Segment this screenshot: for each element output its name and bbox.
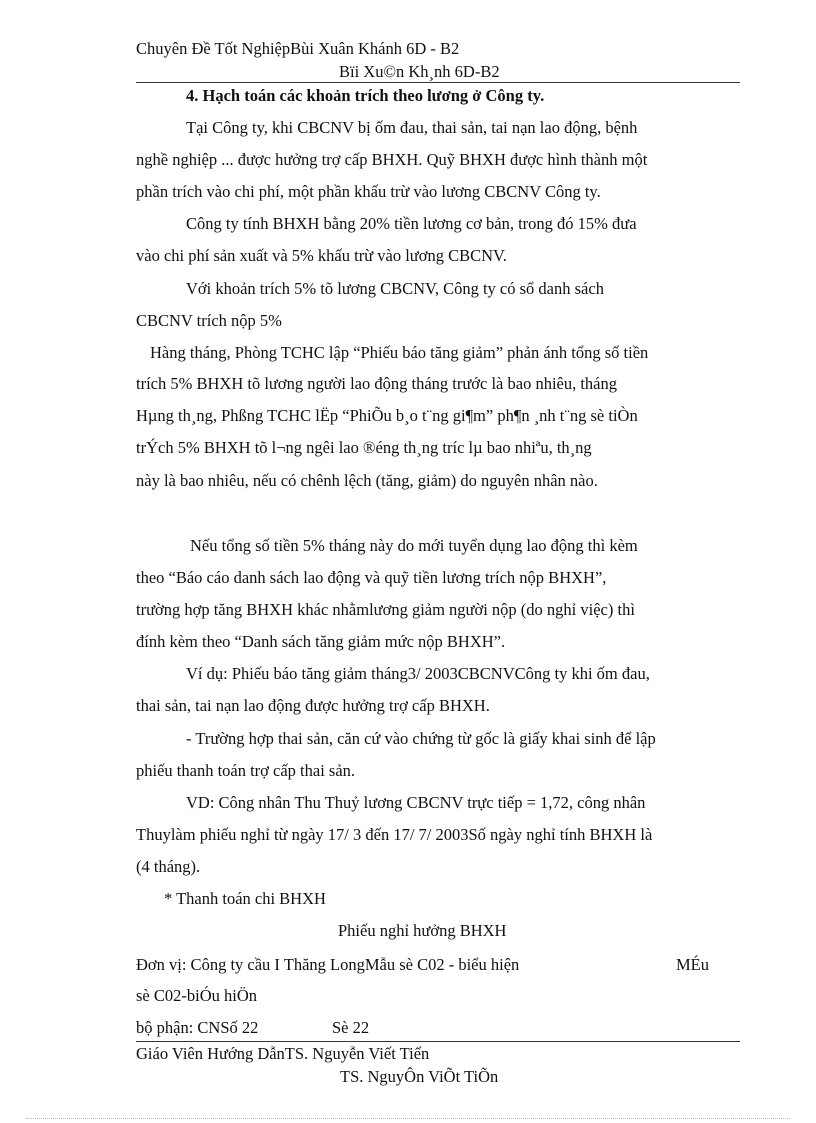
paragraph-line: thai sản, tai nạn lao động được hưởng trợ cấp BHXH. <box>136 696 490 715</box>
paragraph-line: Thuylàm phiếu nghỉ từ ngày 17/ 3 đến 17/ 7/ 2003Số ngày nghỉ tính BHXH là <box>136 825 653 844</box>
paragraph-line: - Trường hợp thai sản, căn cứ vào chứng từ gốc là giấy khai sinh để lập <box>186 729 656 748</box>
paragraph-line: Nếu tổng số tiền 5% tháng này do mới tuyển dụng lao động thì kèm <box>190 536 638 555</box>
paragraph-line: đính kèm theo “Danh sách tăng giảm mức nộp BHXH”. <box>136 632 506 651</box>
header-title: Chuyên Đề Tốt NghiệpBùi Xuân Khánh 6D - B2 <box>136 39 460 58</box>
paragraph-line-legacy: Hµng th¸ng, Phßng TCHC lËp “PhiÕu b¸o t¨ng gi¶m” ph¶n ¸nh t¨ng sè tiÒn <box>136 406 638 425</box>
paragraph-line: trích 5% BHXH tõ lương người lao động tháng trước là bao nhiêu, tháng <box>136 374 618 393</box>
paragraph-line: nghề nghiệp ... được hưởng trợ cấp BHXH. Quỹ BHXH được hình thành một <box>136 150 648 169</box>
subsection-heading: * Thanh toán chi BHXH <box>164 889 326 908</box>
paragraph-line: CBCNV trích nộp 5% <box>136 311 282 330</box>
paragraph-line: Tại Công ty, khi CBCNV bị ốm đau, thai sản, tai nạn lao động, bệnh <box>186 118 638 137</box>
unit-line-legacy: sè C02-biÓu hiÖn <box>136 986 257 1005</box>
paragraph-line: Công ty tính BHXH bằng 20% tiền lương cơ bản, trong đó 15% đưa <box>186 214 637 233</box>
header-title-legacy: Bïi Xu©n Kh¸nh 6D-B2 <box>339 62 500 81</box>
paragraph-line: Với khoản trích 5% tõ lương CBCNV, Công ty có sổ danh sách <box>186 279 604 298</box>
footer-supervisor: Giáo Viên Hướng DẫnTS. Nguyễn Viết Tiến <box>136 1044 430 1063</box>
paragraph-line: phần trích vào chi phí, một phần khấu trừ vào lương CBCNV Công ty. <box>136 182 601 201</box>
footer-rule <box>136 1041 740 1042</box>
paragraph-line: Ví dụ: Phiếu báo tăng giảm tháng3/ 2003CBCNVCông ty khi ốm đau, <box>186 664 650 683</box>
page-bottom-border <box>26 1118 790 1119</box>
paragraph-line: này là bao nhiêu, nếu có chênh lệch (tăng, giảm) do nguyên nhân nào. <box>136 471 598 490</box>
header-rule <box>136 82 740 83</box>
department-number-legacy: Sè 22 <box>332 1018 370 1037</box>
form-code-legacy: MÉu <box>676 955 709 974</box>
paragraph-line: trường hợp tăng BHXH khác nhằmlương giảm người nộp (do nghỉ việc) thì <box>136 600 635 619</box>
section-heading: 4. Hạch toán các khoản trích theo lương ở Công ty. <box>186 86 545 105</box>
paragraph-line: vào chi phí sản xuất và 5% khấu trừ vào lương CBCNV. <box>136 246 507 265</box>
paragraph-line: phiếu thanh toán trợ cấp thai sản. <box>136 761 356 780</box>
paragraph-line: VD: Công nhân Thu Thuỷ lương CBCNV trực tiếp = 1,72, công nhân <box>186 793 646 812</box>
paragraph-line-legacy: trÝch 5% BHXH tõ l¬ng ngêi lao ®éng th¸ng tríc lµ bao nhiªu, th¸ng <box>136 438 592 457</box>
form-title: Phiếu nghỉ hưởng BHXH <box>338 921 507 940</box>
footer-supervisor-legacy: TS. NguyÔn ViÕt TiÕn <box>340 1067 499 1086</box>
paragraph-line: theo “Báo cáo danh sách lao động và quỹ tiền lương trích nộp BHXH”, <box>136 568 607 587</box>
unit-line: Đơn vị: Công ty cầu I Thăng LongMẫu sè C02 - biểu hiện <box>136 955 520 974</box>
paragraph-line: (4 tháng). <box>136 857 201 876</box>
department-line: bộ phận: CNSố 22 <box>136 1018 259 1037</box>
paragraph-line: Hàng tháng, Phòng TCHC lập “Phiếu báo tăng giảm” phản ánh tổng số tiền <box>150 343 649 362</box>
